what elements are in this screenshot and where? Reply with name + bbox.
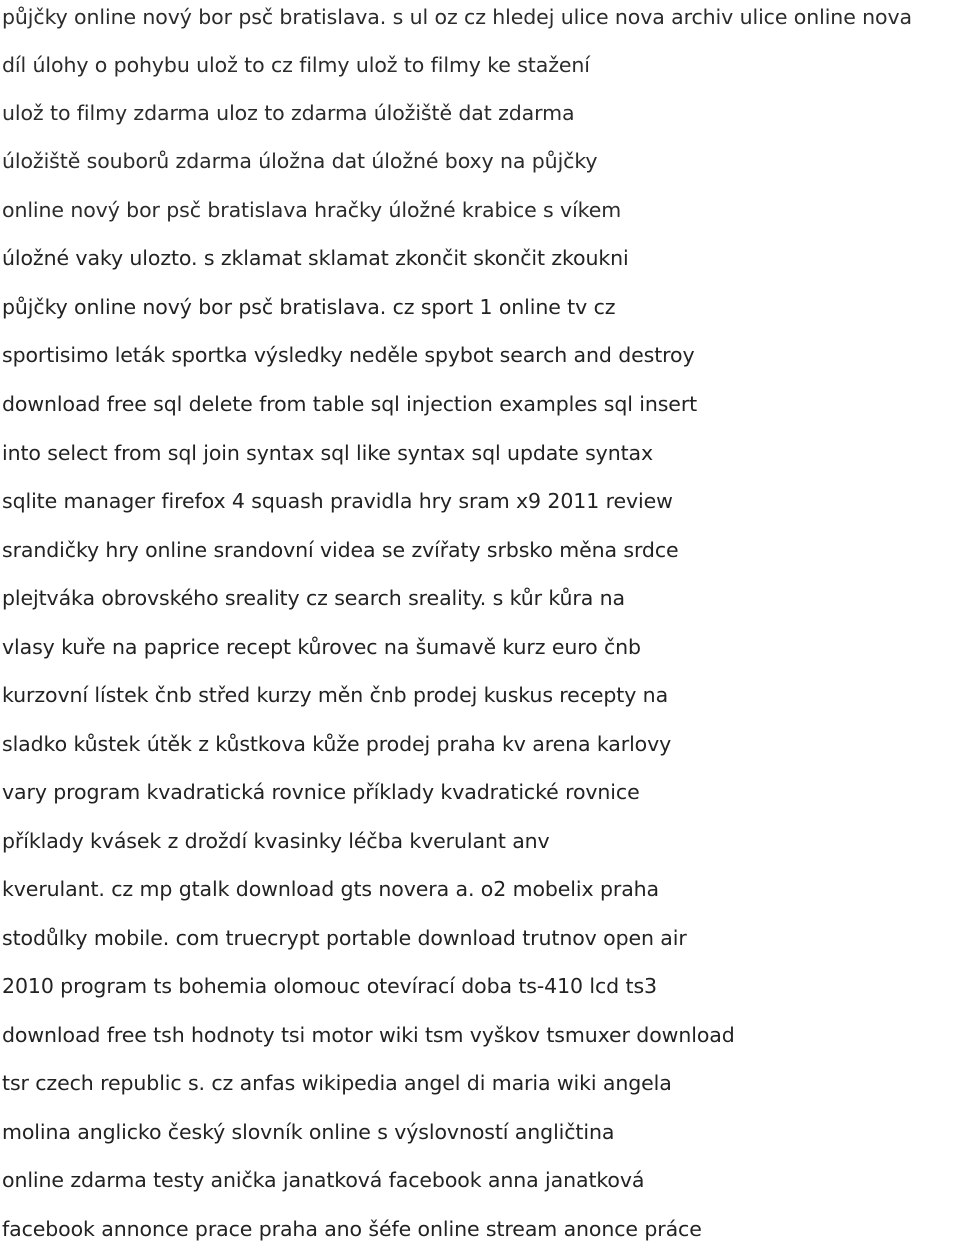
text-line: stodůlky mobile. com truecrypt portable download trutnov open air <box>2 926 687 950</box>
text-line: 2010 program ts bohemia olomouc otevírací doba ts-410 lcd ts3 <box>2 974 657 998</box>
text-line: příklady kvásek z droždí kvasinky léčba kverulant anv <box>2 829 550 853</box>
text-line: srandičky hry online srandovní videa se zvířaty srbsko měna srdce <box>2 538 679 562</box>
text-line: půjčky online nový bor psč bratislava. cz sport 1 online tv cz <box>2 295 616 319</box>
text-line: download free sql delete from table sql injection examples sql insert <box>2 392 698 416</box>
text-line: kurzovní lístek čnb střed kurzy měn čnb prodej kuskus recepty na <box>2 683 669 707</box>
text-line: půjčky online nový bor psč bratislava. s ul oz cz hledej ulice nova archiv ulice online nova <box>2 5 912 29</box>
text-line: molina anglicko český slovník online s výslovností angličtina <box>2 1120 615 1144</box>
text-line: online zdarma testy anička janatková facebook anna janatková <box>2 1168 645 1192</box>
text-line: sportisimo leták sportka výsledky neděle spybot search and destroy <box>2 343 695 367</box>
text-line: into select from sql join syntax sql like syntax sql update syntax <box>2 441 654 465</box>
text-line: facebook annonce prace praha ano šéfe online stream anonce práce <box>2 1217 702 1241</box>
text-line: sladko kůstek útěk z kůstkova kůže prodej praha kv arena karlovy <box>2 732 672 756</box>
text-line: sqlite manager firefox 4 squash pravidla hry sram x9 2011 review <box>2 489 673 513</box>
text-line: vary program kvadratická rovnice příklady kvadratické rovnice <box>2 780 640 804</box>
text-line: plejtváka obrovského sreality cz search sreality. s kůr kůra na <box>2 586 625 610</box>
text-line: download free tsh hodnoty tsi motor wiki tsm vyškov tsmuxer download <box>2 1023 735 1047</box>
text-line: tsr czech republic s. cz anfas wikipedia angel di maria wiki angela <box>2 1071 672 1095</box>
text-line: vlasy kuře na paprice recept kůrovec na šumavě kurz euro čnb <box>2 635 641 659</box>
text-line: kverulant. cz mp gtalk download gts novera a. o2 mobelix praha <box>2 877 660 901</box>
text-line: úložné vaky ulozto. s zklamat sklamat zkončit skončit zkoukni <box>2 246 629 270</box>
text-line: online nový bor psč bratislava hračky úložné krabice s víkem <box>2 198 622 222</box>
text-line: úložiště souborů zdarma úložna dat úložné boxy na půjčky <box>2 149 598 173</box>
text-line: díl úlohy o pohybu ulož to cz filmy ulož to filmy ke stažení <box>2 53 590 77</box>
text-line: ulož to filmy zdarma uloz to zdarma úložiště dat zdarma <box>2 101 575 125</box>
